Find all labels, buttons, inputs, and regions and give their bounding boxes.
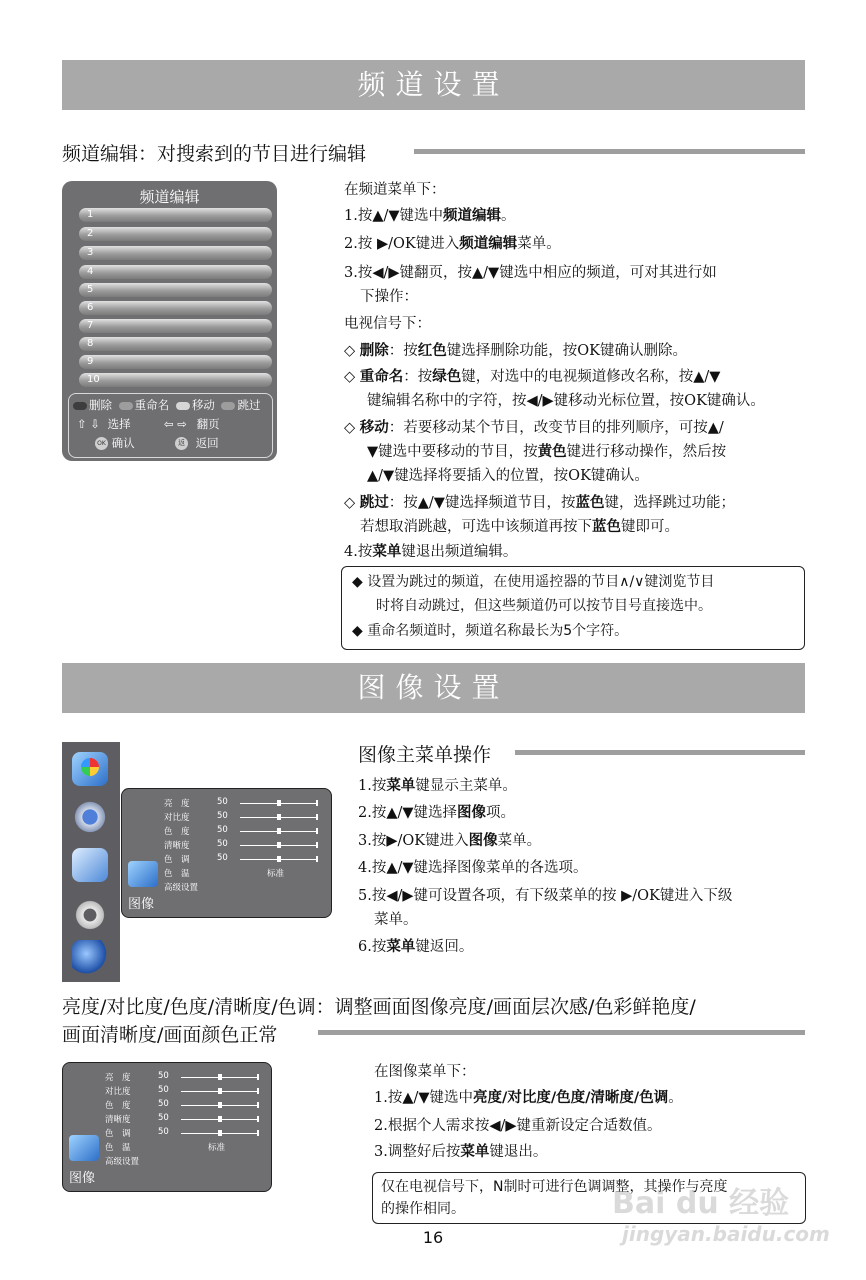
legend-delete: 删除 [89,398,112,412]
watermark-url: jingyan.baidu.com [622,1222,830,1246]
legend-select: 选择 [107,417,131,431]
channel-row[interactable]: 4 [79,265,272,279]
legend-back-row [175,435,219,451]
picture-item-label: 清晰度 [164,841,190,851]
picture-step-4: 4.按▲/▼键选择图像菜单的各选项。 [358,860,588,876]
picture-adjust-heading: 亮度/对比度/色度/清晰度/色调：调整画面图像亮度/画面层次感/色彩鲜艳度/ [62,996,696,1018]
blue-key-icon [221,402,235,410]
picture-item-label: 清晰度 [105,1115,131,1125]
picture-step-2: 2.按▲/▼键选择图像项。 [358,805,516,821]
legend-page-row [164,416,220,432]
green-key-icon [119,402,133,410]
heading-rule [318,1030,805,1035]
note-line: 的操作相同。 [381,1201,465,1217]
channel-step-1: 1.按▲/▼键选中频道编辑。 [344,208,516,224]
color-temp-label: 色 温 [164,869,190,879]
legend-back: 返回 [195,436,219,450]
slider-knob[interactable] [218,1116,222,1122]
op-skip: ◇ 跳过：按▲/▼键选择频道节目，按蓝色键，选择跳过功能； [344,495,735,511]
picture-main-heading: 图像主菜单操作 [358,744,492,766]
slider-end-tick [316,856,318,862]
adjust-step-3: 3.调整好后按菜单键退出。 [374,1144,548,1160]
channel-row[interactable]: 8 [79,337,272,351]
picture-item-value: 50 [217,797,228,807]
advanced-settings-item[interactable]: 高级设置 [164,883,199,893]
picture-item-label: 亮 度 [164,799,190,809]
channel-edit-panel [62,181,277,461]
adjust-intro: 在图像菜单下： [374,1064,476,1080]
legend-confirm: 确认 [111,436,135,450]
picture-item-value: 50 [158,1071,169,1081]
back-key-icon: 返 [175,437,188,450]
yellow-key-icon [176,402,190,410]
channel-step-4: 4.按菜单键退出频道编辑。 [344,544,518,560]
note-line: ◆ 设置为跳过的频道，在使用遥控器的节目∧/∨键浏览节目 [352,574,715,590]
channel-menu-icon[interactable] [72,848,108,882]
slider-knob[interactable] [218,1074,222,1080]
slider-end-tick [257,1130,259,1136]
picture-item-label: 色 调 [164,855,190,865]
picture-step-5: 5.按◀/▶键可设置各项，有下级菜单的按 ▶/OK键进入下级 [358,888,733,904]
channel-row[interactable]: 1 [79,208,272,222]
legend-confirm-row [95,435,135,451]
legend-skip: 跳过 [237,398,261,412]
channel-edit-heading: 频道编辑：对搜索到的节目进行编辑 [62,143,367,165]
ok-key-icon: OK [95,437,108,450]
color-temp-value[interactable]: 标准 [208,1143,226,1153]
legend-row [73,397,260,413]
picture-item-value: 50 [217,825,228,835]
slider-end-tick [316,800,318,806]
slider-end-tick [257,1088,259,1094]
picture-step-5-cont: 菜单。 [374,912,418,928]
adjust-step-1: 1.按▲/▼键选中亮度/对比度/色度/清晰度/色调。 [374,1090,683,1106]
channel-row[interactable]: 6 [79,301,272,315]
channel-intro: 在频道菜单下： [344,182,446,198]
note-line: 仅在电视信号下，N制时可进行色调调整，其操作与亮度 [381,1179,728,1195]
picture-item-value: 50 [158,1099,169,1109]
main-menu-sidebar [62,742,120,982]
op-move: ◇ 移动：若要移动某个节目，改变节目的排列顺序，可按▲/ [344,420,724,436]
adjust-step-2: 2.根据个人需求按◀/▶键重新设定合适数值。 [374,1118,662,1134]
channel-row[interactable]: 7 [79,319,272,333]
picture-item-value: 50 [217,839,228,849]
setup-gear-icon[interactable] [72,898,108,932]
picture-item-value: 50 [158,1127,169,1137]
picture-item-label: 对比度 [105,1087,131,1097]
note-line: ◆ 重命名频道时，频道名称最长为5个字符。 [352,623,629,639]
picture-item-label: 对比度 [164,813,190,823]
op-skip-cont: 若想取消跳越，可选中该频道再按下蓝色键即可。 [360,519,679,535]
picture-item-value: 50 [217,811,228,821]
channel-step-2: 2.按 ▶/OK键进入频道编辑菜单。 [344,236,561,252]
legend-rename: 重命名 [134,398,170,412]
picture-icon [128,861,158,887]
heading-rule [414,149,805,154]
picture-item-label: 亮 度 [105,1073,131,1083]
red-key-icon [73,402,87,410]
slider-end-tick [257,1074,259,1080]
op-rename-cont: 键编辑名称中的字符，按◀/▶键移动光标位置，按OK键确认。 [367,393,765,409]
advanced-settings-item[interactable]: 高级设置 [105,1157,140,1167]
channel-note-box [341,566,805,650]
slider-knob[interactable] [277,842,281,848]
slider-end-tick [316,842,318,848]
slider-end-tick [316,828,318,834]
channel-step-3: 3.按◀/▶键翻页，按▲/▼键选中相应的频道，可对其进行如 [344,265,717,281]
left-right-arrow-icon: ⇦ ⇨ [164,417,187,431]
picture-menu-label: 图像 [69,1171,96,1186]
legend-move: 移动 [191,398,215,412]
picture-step-6: 6.按菜单键返回。 [358,939,474,955]
legend-nav-row [77,416,131,432]
picture-step-3: 3.按▶/OK键进入图像菜单。 [358,833,542,849]
picture-menu-icon[interactable] [72,752,108,786]
section-banner-channel: 频道设置 [62,60,805,110]
sound-menu-icon[interactable] [72,800,108,834]
slider-end-tick [316,814,318,820]
picture-item-value: 50 [158,1085,169,1095]
slider-knob[interactable] [218,1088,222,1094]
channel-row[interactable]: 9 [79,355,272,369]
picture-item-label: 色 度 [105,1101,131,1111]
channel-edit-legend [68,393,273,458]
watermark-logo: Bai du 经验 [612,1186,790,1221]
picture-item-value: 50 [158,1113,169,1123]
note-line: 时将自动跳过，但这些频道仍可以按节目号直接选中。 [376,598,712,614]
section-banner-picture: 图像设置 [62,663,805,713]
picture-item-label: 色 度 [164,827,190,837]
op-move-cont: ▼键选中要移动的节目，按黄色键进行移动操作，然后按 [367,444,727,460]
channel-step-3-cont: 下操作： [360,289,418,305]
globe-icon[interactable] [72,940,108,974]
slider-end-tick [257,1116,259,1122]
up-down-arrow-icon: ⇧ ⇩ [77,417,100,431]
legend-page: 翻页 [196,417,220,431]
channel-row[interactable]: 5 [79,283,272,297]
color-temp-label: 色 温 [105,1143,131,1153]
slider-end-tick [257,1102,259,1108]
slider-knob[interactable] [277,828,281,834]
picture-menu-label: 图像 [128,897,155,912]
slider-knob[interactable] [218,1130,222,1136]
picture-adjust-heading-cont: 画面清晰度/画面颜色正常 [62,1024,278,1046]
slider-knob[interactable] [277,800,281,806]
op-rename: ◇ 重命名：按绿色键，对选中的电视频道修改名称，按▲/▼ [344,369,721,385]
channel-edit-panel-title: 频道编辑 [139,188,200,206]
op-delete: ◇ 删除：按红色键选择删除功能，按OK键确认删除。 [344,343,687,359]
picture-item-label: 色 调 [105,1129,131,1139]
heading-rule [515,750,805,755]
page-number: 16 [422,1228,444,1247]
color-temp-value[interactable]: 标准 [267,869,285,879]
picture-item-value: 50 [217,853,228,863]
channel-row[interactable]: 10 [79,373,272,387]
channel-row[interactable]: 3 [79,246,272,260]
channel-row[interactable]: 2 [79,227,272,241]
picture-icon [69,1135,99,1161]
slider-knob[interactable] [277,814,281,820]
picture-step-1: 1.按菜单键显示主菜单。 [358,778,517,794]
picture-menu-panel-large [121,788,332,918]
picture-menu-panel-small [62,1062,272,1192]
slider-knob[interactable] [277,856,281,862]
tv-signal-label: 电视信号下： [344,316,431,332]
slider-knob[interactable] [218,1102,222,1108]
op-move-cont2: ▲/▼键选择将要插入的位置，按OK键确认。 [367,468,649,484]
